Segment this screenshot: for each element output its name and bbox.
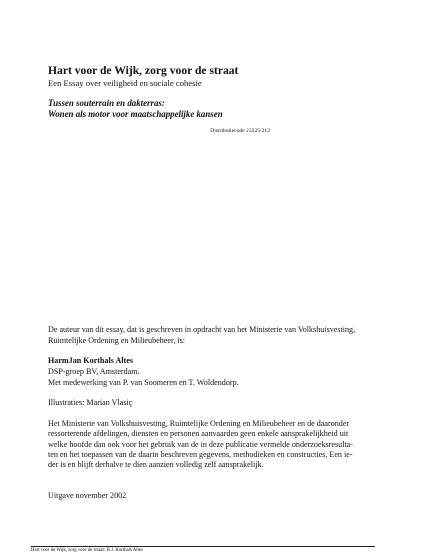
document-title: Hart voor de Wijk, zorg voor de straat [48, 64, 239, 77]
intro-line-2: Ruimtelijke Ordening en Milieubeheer, is: [48, 336, 186, 345]
collaboration-note: Met medewerking van P. van Soomeren en T. Woldendorp. [48, 378, 239, 387]
disclaimer-line: Het Ministerie van Volkshuisvesting, Ruimtelijke Ordening en Milieubeheer en de daaronder [48, 419, 350, 428]
subheading-line-2: Wonen als motor voor maatschappelijke kansen [48, 109, 223, 119]
disclaimer-line: ten en het toepassen van de daarin beschreven gegevens, methodieken en constructies. Een ie- [48, 450, 353, 459]
author-name: HarmJan Korthals Altes [48, 356, 133, 365]
edition-date: Uitgave november 2002 [48, 491, 127, 500]
distribution-code: Distributiecode 23325/212 [210, 128, 270, 134]
subheading-line-1: Tussen souterrain en dakterras: [48, 98, 165, 108]
document-subtitle: Een Essay over veiligheid en sociale cohesie [48, 78, 202, 88]
illustrations-credit: Illustraties: Marian Vlasiç [48, 398, 133, 407]
page-footer: Hart voor de Wijk, zorg voor de straat: H.J. Korthals Altes [31, 548, 143, 553]
footer-rule [31, 546, 375, 547]
author-organization: DSP-groep BV, Amsterdam. [48, 367, 140, 376]
disclaimer-line: ressorterende afdelingen, diensten en personen aanvaarden geen enkele aansprakelijkheid uit [48, 429, 349, 438]
disclaimer-line: welke hoofde dan ook voor het gebruik van de in deze publicatie vermelde onderzoeksresulta- [48, 440, 353, 449]
disclaimer-line: der is en blijft derhalve te dien aanzien volledig zelf aansprakelijk. [48, 460, 264, 469]
intro-line-1: De auteur van dit essay, dat is geschreven in opdracht van het Ministerie van Volkshuisvesting, [48, 325, 356, 334]
